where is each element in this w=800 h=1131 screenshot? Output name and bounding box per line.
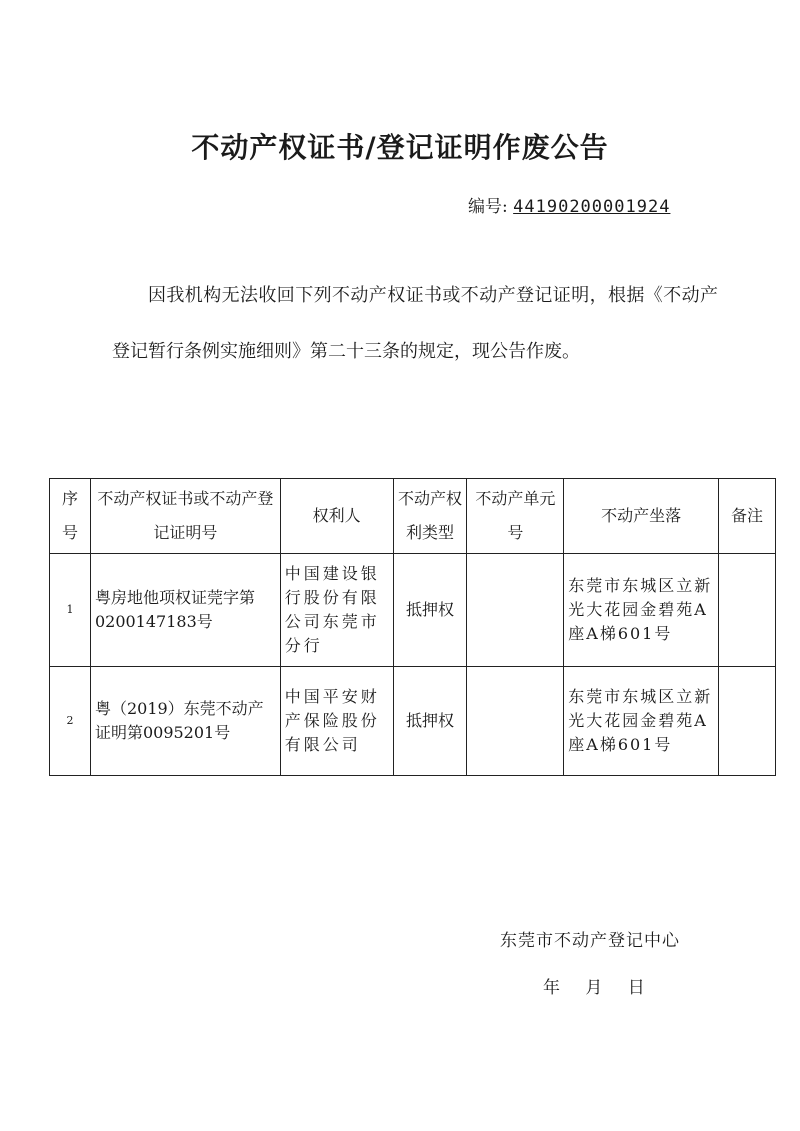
header-right-type: 不动产权利类型 — [393, 479, 467, 554]
row-location: 东莞市东城区立新光大花园金碧苑A座A梯601号 — [564, 554, 719, 667]
header-owner: 权利人 — [280, 479, 393, 554]
table-row — [50, 554, 776, 667]
row-owner: 中国建设银行股份有限公司东莞市分行 — [280, 554, 393, 667]
header-index: 序号 — [50, 479, 91, 554]
table-row — [50, 667, 776, 776]
serial-value: 44190200001924 — [513, 197, 671, 217]
row-owner: 中国平安财产保险股份有限公司 — [280, 667, 393, 776]
row-right-type: 抵押权 — [393, 667, 467, 776]
issue-date: 年 月 日 — [543, 978, 645, 998]
row-right-type: 抵押权 — [393, 554, 467, 667]
header-unit-number: 不动产单元号 — [467, 479, 564, 554]
header-location: 不动产坐落 — [564, 479, 719, 554]
notice-title: 不动产权证书/登记证明作废公告 — [191, 131, 609, 164]
row-location: 东莞市东城区立新光大花园金碧苑A座A梯601号 — [564, 667, 719, 776]
header-cert-number: 不动产权证书或不动产登记证明号 — [90, 479, 280, 554]
void-certificate-table — [49, 478, 776, 776]
serial-label: 编号: — [468, 197, 508, 217]
issuing-authority: 东莞市不动产登记中心 — [500, 931, 680, 951]
row-index: 1 — [50, 554, 91, 667]
row-cert-number: 粤房地他项权证莞字第0200147183号 — [90, 554, 280, 667]
row-remark — [719, 667, 776, 776]
row-cert-number: 粤（2019）东莞不动产证明第0095201号 — [90, 667, 280, 776]
table-header-row — [50, 479, 776, 554]
serial-number — [468, 192, 670, 217]
row-unit-number — [467, 554, 564, 667]
row-remark — [719, 554, 776, 667]
row-index: 2 — [50, 667, 91, 776]
row-unit-number — [467, 667, 564, 776]
notice-body: 因我机构无法收回下列不动产权证书或不动产登记证明，根据《不动产登记暂行条例实施细则》第二十三条的规定，现公告作废。 — [112, 285, 718, 362]
header-remark: 备注 — [719, 479, 776, 554]
